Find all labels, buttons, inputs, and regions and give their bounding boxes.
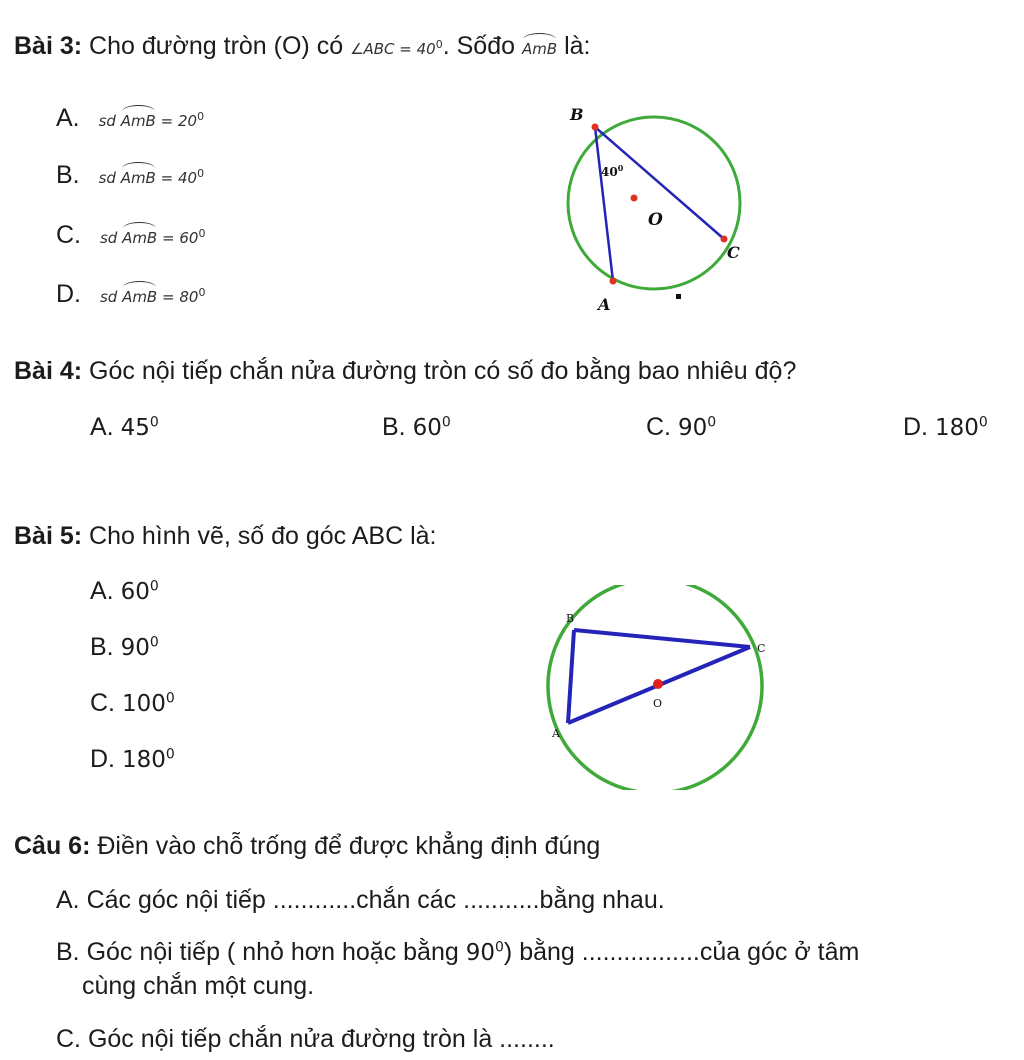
bai3-segment-ba (595, 127, 613, 281)
bai3-point-b (592, 124, 599, 131)
bai3-point-a (610, 278, 617, 285)
bai5-label-b: B (566, 612, 575, 625)
cau6-item-c: C. Góc nội tiếp chắn nửa đường tròn là ........ (56, 1025, 555, 1053)
bai3-option-b[interactable]: B. sd AmB = $40^0$ (56, 161, 205, 189)
bai3-heading (14, 32, 591, 61)
bai3-label-a: A (598, 295, 611, 314)
bai3-label-c: C (727, 243, 740, 262)
cau6-text: Điền vào chỗ trống để được khẳng định đúng (90, 832, 601, 860)
bai5-heading (14, 522, 436, 551)
bai5-segment-bc (574, 630, 750, 647)
bai5-option-a[interactable]: A. $60^0$ (90, 577, 159, 605)
bai3-arc: AmB (521, 40, 558, 58)
bai4-text: Góc nội tiếp chắn nửa đường tròn có số đo bằng bao nhiêu độ? (82, 357, 797, 385)
bai3-small-mark (676, 294, 681, 299)
bai3-text1: Cho đường tròn (O) có (82, 32, 351, 60)
bai5-label: Bài 5: (14, 522, 83, 550)
bai3-text3: là: (557, 32, 591, 60)
bai4-label: Bài 4: (14, 357, 83, 385)
bai5-option-c[interactable]: C. $100^0$ (90, 689, 175, 717)
bai3-angle: ∠ABC = $40^0$ (350, 38, 443, 58)
cau6-heading (14, 832, 600, 861)
bai5-figure (530, 585, 790, 790)
bai5-text: Cho hình vẽ, số đo góc ABC là: (82, 522, 437, 550)
bai3-option-d[interactable]: D. sd AmB = $80^0$ (56, 280, 206, 308)
bai3-label-b: B (570, 105, 584, 124)
bai3-option-c[interactable]: C. sd AmB = $60^0$ (56, 221, 206, 249)
bai5-label-c: C (757, 642, 766, 655)
bai3-point-c (721, 236, 728, 243)
bai4-option-c[interactable]: C. $90^0$ (646, 413, 717, 441)
bai4-option-d[interactable]: D. $180^0$ (903, 413, 988, 441)
bai5-label-a: A (552, 727, 560, 740)
bai5-segment-ab (568, 630, 574, 723)
bai3-label-o: O (648, 210, 663, 230)
cau6-item-b-cont: cùng chắn một cung. (82, 972, 315, 1000)
bai5-option-d[interactable]: D. $180^0$ (90, 745, 175, 773)
bai4-option-b[interactable]: B. $60^0$ (382, 413, 451, 441)
bai4-option-a[interactable]: A. $45^0$ (90, 413, 159, 441)
bai4-heading (14, 357, 796, 386)
bai3-text2: . Sốđo (442, 32, 522, 60)
bai3-figure (550, 100, 750, 320)
bai5-point-o (653, 679, 663, 689)
bai3-point-o (631, 195, 638, 202)
bai5-option-b[interactable]: B. $90^0$ (90, 633, 159, 661)
bai3-label: Bài 3: (14, 32, 83, 60)
bai3-option-a[interactable]: A. sd AmB = $20^0$ (56, 104, 205, 132)
bai5-label-o: O (653, 697, 663, 710)
bai3-angle-label: $40^0$ (601, 163, 624, 179)
cau6-item-b: B. Góc nội tiếp ( nhỏ hơn hoặc bằng $90^0$) bằng .................của góc ở tâm (56, 938, 860, 966)
bai3-circle (568, 117, 740, 289)
cau6-label: Câu 6: (14, 832, 91, 860)
cau6-item-a: A. Các góc nội tiếp ............chắn các ...........bằng nhau. (56, 886, 665, 914)
